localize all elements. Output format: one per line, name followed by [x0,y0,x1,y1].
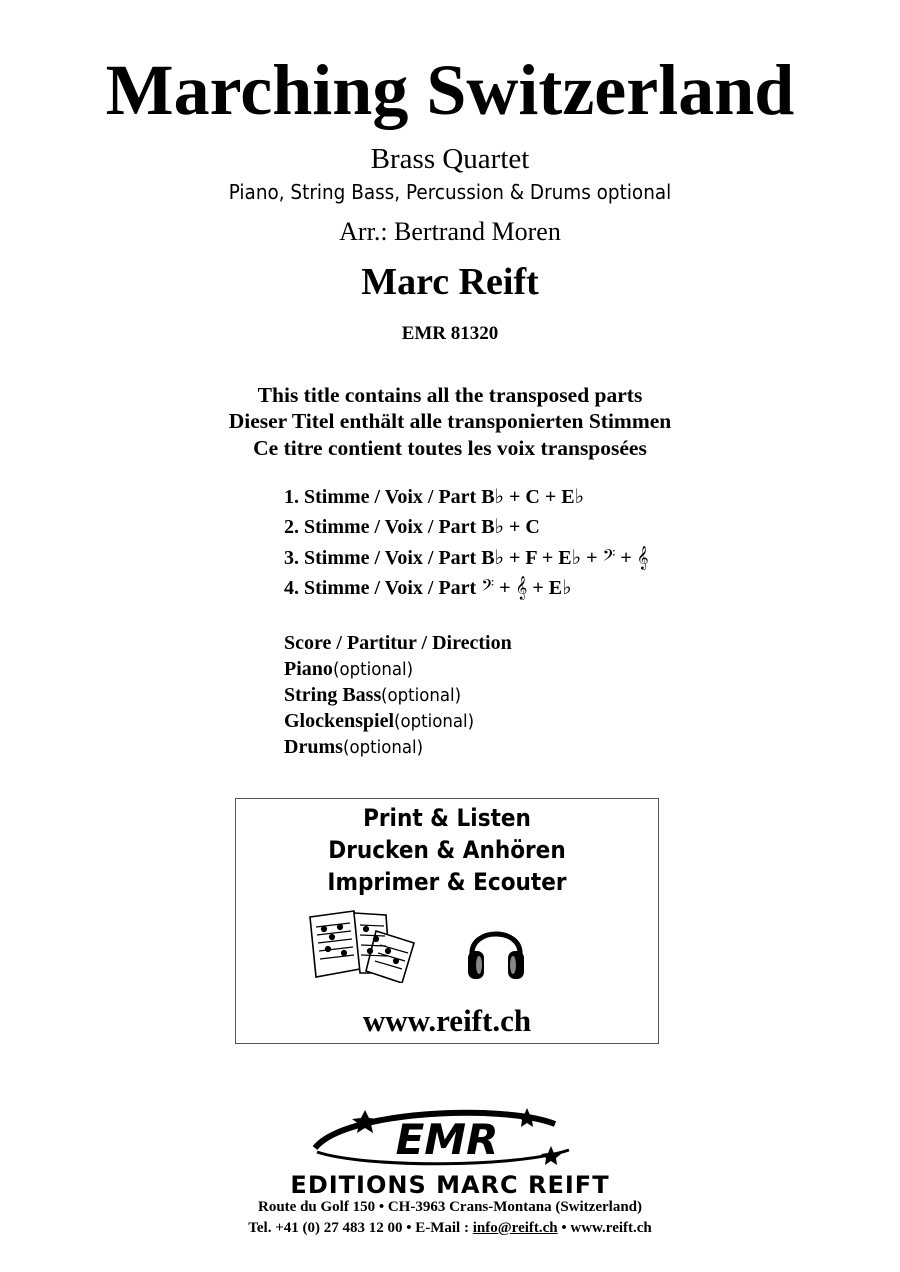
separator: + [536,547,559,569]
part-key: B♭ [481,486,504,508]
publisher-address: Route du Golf 150 • CH-3963 Crans-Montana (Switzerland) [258,1199,642,1215]
composer-name: Marc Reift [361,261,539,303]
separator: + [539,486,562,508]
separator: + [504,516,526,538]
part-key: E♭ [548,577,572,599]
part-key: E♭ [558,547,582,569]
promo-line-english: Print & Listen [363,804,531,832]
document-title: Marching Switzerland [105,50,795,130]
part-key: F [525,547,537,569]
separator: + [504,486,526,508]
part-key: B♭ [481,516,504,538]
part-label: 3. Stimme / Voix / Part [284,547,482,569]
print-listen-box [235,798,659,1044]
extra-name: Piano [284,658,333,680]
promo-url: www.reift.ch [362,1003,532,1038]
extra-name: Glockenspiel [284,710,395,732]
treble-clef-icon: 𝄞 [636,545,649,569]
part-label: 1. Stimme / Voix / Part [284,486,482,508]
separator: + [504,547,526,569]
separator: + [615,547,637,569]
extra-note: (optional) [394,711,475,732]
headphones-icon [464,915,528,983]
bass-clef-icon: 𝄢 [602,545,616,569]
part-key: C [525,516,540,538]
extra-item [284,656,512,682]
catalog-number: EMR 81320 [401,323,499,344]
promo-line-french: Imprimer & Ecouter [327,868,567,896]
publisher-name: EDITIONS MARC REIFT [290,1171,610,1199]
part-key: E♭ [561,486,585,508]
extra-note: (optional) [332,659,413,680]
part-key: B♭ [481,547,504,569]
part-key: C [525,486,540,508]
extra-note: (optional) [381,685,462,706]
subtitle: Brass Quartet [370,143,530,175]
notice-english: This title contains all the transposed parts [257,383,643,407]
part-item [284,482,649,512]
extra-item [284,734,512,760]
extra-item [284,708,512,734]
extras-list [284,630,512,760]
extra-note: (optional) [342,737,423,758]
extra-name: Score / Partitur / Direction [284,632,512,654]
extra-name: Drums [284,736,343,758]
notice-german: Dieser Titel enthält alle transponierten Stimmen [228,409,672,433]
separator: + [494,577,516,599]
parts-list [284,482,649,602]
phone-text: Tel. +41 (0) 27 483 12 00 • E-Mail : [248,1220,473,1236]
extra-item [284,630,512,656]
treble-clef-icon: 𝄞 [515,575,528,599]
part-item [284,542,649,572]
part-item [284,572,649,602]
instrumentation-line: Piano, String Bass, Percussion & Drums optional [228,180,672,204]
arranger-credit: Arr.: Bertrand Moren [339,217,561,246]
publisher-contact [0,1219,900,1237]
extra-name: String Bass [284,684,382,706]
promo-line-german: Drucken & Anhören [328,836,566,864]
email-link[interactable]: info@reift.ch [472,1220,558,1236]
extra-item [284,682,512,708]
notice-french: Ce titre contient toutes les voix transposées [253,436,647,460]
website-text: • www.reift.ch [557,1220,652,1236]
emr-logo [305,1106,595,1170]
separator: + [527,577,549,599]
bass-clef-icon: 𝄢 [481,575,495,599]
sheet-music-icon [302,907,422,983]
part-item [284,512,649,542]
svg-text:EMR: EMR [395,1115,499,1164]
separator: + [581,547,603,569]
part-label: 4. Stimme / Voix / Part [284,577,482,599]
part-label: 2. Stimme / Voix / Part [284,516,482,538]
